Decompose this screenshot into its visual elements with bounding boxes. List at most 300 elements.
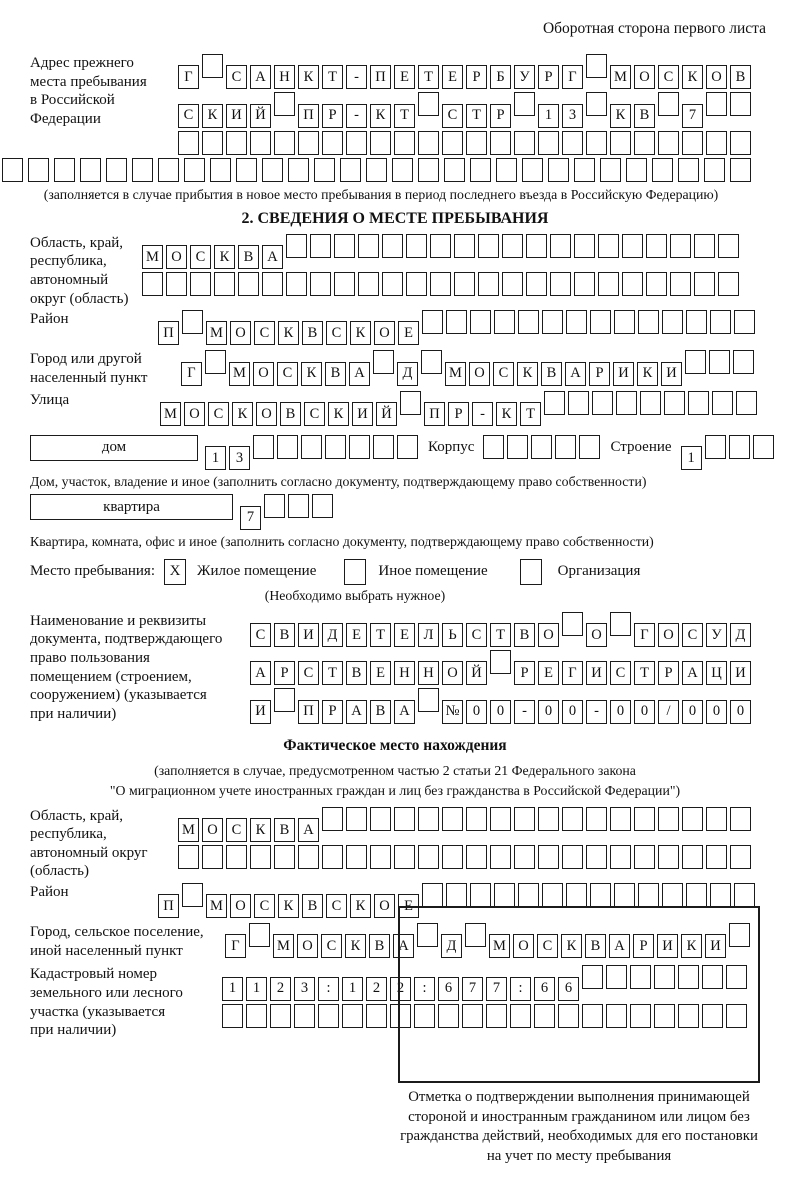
char-box[interactable]: И [730,661,751,685]
char-box[interactable]: Т [322,661,343,685]
char-box[interactable] [358,272,379,296]
char-box[interactable] [370,807,391,831]
char-box[interactable]: Г [225,934,246,958]
char-box[interactable] [184,158,205,182]
char-box[interactable] [514,131,535,155]
char-box[interactable]: 2 [390,977,411,1001]
char-box[interactable]: - [472,402,493,426]
char-box[interactable]: Г [178,65,199,89]
char-box[interactable]: 6 [438,977,459,1001]
char-box[interactable]: У [706,623,727,647]
char-box[interactable] [646,272,667,296]
char-box[interactable]: 6 [534,977,555,1001]
char-box[interactable]: - [346,65,367,89]
char-box[interactable] [226,131,247,155]
char-box[interactable] [442,845,463,869]
char-box[interactable] [158,158,179,182]
char-box[interactable]: 1 [205,446,226,470]
char-box[interactable] [80,158,101,182]
char-box[interactable] [106,158,127,182]
char-box[interactable]: Г [634,623,655,647]
char-box[interactable]: К [345,934,366,958]
char-box[interactable]: Р [589,362,610,386]
char-box[interactable]: П [158,894,179,918]
char-box[interactable] [288,158,309,182]
char-box[interactable] [718,272,739,296]
char-box[interactable] [734,883,755,907]
char-box[interactable]: : [510,977,531,1001]
char-box[interactable] [310,272,331,296]
char-box[interactable]: 7 [682,104,703,128]
char-box[interactable]: Д [441,934,462,958]
char-box[interactable] [548,158,569,182]
char-box[interactable] [2,158,23,182]
char-box[interactable]: В [280,402,301,426]
char-box[interactable] [678,158,699,182]
char-box[interactable] [418,688,439,712]
char-box[interactable] [544,391,565,415]
char-box[interactable]: К [301,362,322,386]
char-box[interactable]: К [682,65,703,89]
char-box[interactable] [586,54,607,78]
char-box[interactable] [753,435,774,459]
char-box[interactable] [658,845,679,869]
char-box[interactable]: Д [322,623,343,647]
char-box[interactable] [249,923,270,947]
char-box[interactable]: 0 [490,700,511,724]
char-box[interactable] [222,1004,243,1028]
char-box[interactable] [634,131,655,155]
char-box[interactable] [397,435,418,459]
char-box[interactable] [685,350,706,374]
char-box[interactable]: В [302,894,323,918]
char-box[interactable] [522,158,543,182]
char-box[interactable]: В [325,362,346,386]
char-box[interactable]: О [634,65,655,89]
char-box[interactable] [712,391,733,415]
char-box[interactable]: 1 [246,977,267,1001]
char-box[interactable] [418,845,439,869]
char-box[interactable]: К [278,894,299,918]
char-box[interactable] [454,272,475,296]
char-box[interactable] [550,234,571,258]
char-box[interactable] [490,807,511,831]
char-box[interactable] [466,845,487,869]
char-box[interactable] [646,234,667,258]
char-box[interactable]: К [214,245,235,269]
char-box[interactable]: И [613,362,634,386]
char-box[interactable]: Т [490,623,511,647]
char-box[interactable]: В [274,818,295,842]
char-box[interactable]: К [250,818,271,842]
char-box[interactable] [507,435,528,459]
char-box[interactable]: П [158,321,179,345]
char-box[interactable]: Т [322,65,343,89]
char-box[interactable] [236,158,257,182]
char-box[interactable]: О [513,934,534,958]
char-box[interactable]: 0 [682,700,703,724]
char-box[interactable]: Р [466,65,487,89]
char-box[interactable] [418,131,439,155]
char-box[interactable] [262,272,283,296]
char-box[interactable]: Е [346,623,367,647]
char-box[interactable] [277,435,298,459]
char-box[interactable]: Й [376,402,397,426]
char-box[interactable] [638,310,659,334]
char-box[interactable]: С [277,362,298,386]
char-box[interactable] [586,845,607,869]
char-box[interactable]: В [369,934,390,958]
char-box[interactable] [686,883,707,907]
char-box[interactable]: 2 [366,977,387,1001]
char-box[interactable] [526,272,547,296]
char-box[interactable] [286,234,307,258]
char-box[interactable]: С [190,245,211,269]
char-box[interactable]: К [298,65,319,89]
char-box[interactable] [334,234,355,258]
char-box[interactable]: Г [562,65,583,89]
char-box[interactable] [446,310,467,334]
char-box[interactable]: П [298,700,319,724]
char-box[interactable] [610,845,631,869]
char-box[interactable]: Т [520,402,541,426]
char-box[interactable]: С [250,623,271,647]
char-box[interactable] [734,310,755,334]
char-box[interactable]: И [352,402,373,426]
char-box[interactable]: О [230,321,251,345]
char-box[interactable] [286,272,307,296]
char-box[interactable]: С [442,104,463,128]
char-box[interactable]: 0 [466,700,487,724]
char-box[interactable]: А [609,934,630,958]
char-box[interactable]: В [274,623,295,647]
char-box[interactable]: А [250,65,271,89]
char-box[interactable]: М [229,362,250,386]
char-box[interactable] [322,131,343,155]
char-box[interactable]: 2 [270,977,291,1001]
char-box[interactable]: И [661,362,682,386]
char-box[interactable] [616,391,637,415]
char-box[interactable]: В [514,623,535,647]
char-box[interactable]: С [321,934,342,958]
char-box[interactable]: А [346,700,367,724]
char-box[interactable] [694,272,715,296]
char-box[interactable] [253,435,274,459]
char-box[interactable] [312,494,333,518]
char-box[interactable] [418,158,439,182]
char-box[interactable] [264,494,285,518]
confirmation-stamp-box[interactable] [398,906,760,1083]
char-box[interactable]: О [253,362,274,386]
char-box[interactable] [494,310,515,334]
char-box[interactable] [626,158,647,182]
char-box[interactable]: 7 [240,506,261,530]
char-box[interactable]: В [730,65,751,89]
char-box[interactable]: 7 [462,977,483,1001]
char-box[interactable] [514,845,535,869]
char-box[interactable]: О [469,362,490,386]
char-box[interactable]: С [178,104,199,128]
char-box[interactable] [288,494,309,518]
char-box[interactable]: С [254,321,275,345]
char-box[interactable] [686,310,707,334]
char-box[interactable]: Е [398,894,419,918]
char-box[interactable] [373,350,394,374]
char-box[interactable]: О [538,623,559,647]
char-box[interactable]: А [262,245,283,269]
char-box[interactable]: С [493,362,514,386]
char-box[interactable] [586,92,607,116]
char-box[interactable]: С [326,894,347,918]
char-box[interactable]: : [318,977,339,1001]
char-box[interactable] [210,158,231,182]
char-box[interactable] [298,131,319,155]
char-box[interactable]: А [250,661,271,685]
char-box[interactable]: К [496,402,517,426]
char-box[interactable] [270,1004,291,1028]
char-box[interactable]: Е [442,65,463,89]
char-box[interactable]: Й [250,104,271,128]
char-box[interactable] [706,807,727,831]
char-box[interactable] [574,272,595,296]
char-box[interactable] [478,272,499,296]
char-box[interactable] [392,158,413,182]
char-box[interactable]: Л [418,623,439,647]
checkbox-organizatsiya[interactable] [520,559,542,585]
char-box[interactable]: И [586,661,607,685]
char-box[interactable]: Д [730,623,751,647]
char-box[interactable]: О [706,65,727,89]
char-box[interactable]: К [278,321,299,345]
char-box[interactable] [490,131,511,155]
char-box[interactable] [430,272,451,296]
char-box[interactable]: Р [274,661,295,685]
char-box[interactable]: С [326,321,347,345]
char-box[interactable] [340,158,361,182]
char-box[interactable] [178,845,199,869]
checkbox-inoe[interactable] [344,559,366,585]
char-box[interactable]: К [637,362,658,386]
char-box[interactable]: М [206,894,227,918]
char-box[interactable]: Р [322,104,343,128]
char-box[interactable] [730,807,751,831]
char-box[interactable]: С [658,65,679,89]
char-box[interactable] [730,131,751,155]
char-box[interactable] [730,845,751,869]
kvartira-box[interactable]: квартира [30,494,233,520]
char-box[interactable]: К [350,894,371,918]
char-box[interactable] [705,435,726,459]
char-box[interactable]: П [298,104,319,128]
char-box[interactable]: С [610,661,631,685]
char-box[interactable] [470,310,491,334]
char-box[interactable] [370,131,391,155]
char-box[interactable] [730,158,751,182]
char-box[interactable] [349,435,370,459]
char-box[interactable] [710,310,731,334]
char-box[interactable]: О [230,894,251,918]
char-box[interactable] [182,310,203,334]
char-box[interactable]: 1 [681,446,702,470]
char-box[interactable] [202,54,223,78]
char-box[interactable] [682,131,703,155]
char-box[interactable]: Г [562,661,583,685]
char-box[interactable] [394,807,415,831]
char-box[interactable]: Н [394,661,415,685]
char-box[interactable] [658,131,679,155]
char-box[interactable] [342,1004,363,1028]
char-box[interactable]: А [682,661,703,685]
char-box[interactable]: 0 [706,700,727,724]
char-box[interactable] [526,234,547,258]
char-box[interactable]: 6 [558,977,579,1001]
char-box[interactable] [610,612,631,636]
char-box[interactable] [514,807,535,831]
char-box[interactable]: К [328,402,349,426]
char-box[interactable] [718,234,739,258]
char-box[interactable]: М [610,65,631,89]
char-box[interactable] [202,131,223,155]
char-box[interactable] [400,391,421,415]
char-box[interactable] [494,883,515,907]
char-box[interactable]: Е [538,661,559,685]
char-box[interactable]: Н [418,661,439,685]
char-box[interactable] [318,1004,339,1028]
char-box[interactable] [598,234,619,258]
char-box[interactable]: - [586,700,607,724]
char-box[interactable]: Р [514,661,535,685]
char-box[interactable] [382,234,403,258]
char-box[interactable]: Р [538,65,559,89]
char-box[interactable]: К [561,934,582,958]
char-box[interactable]: О [442,661,463,685]
char-box[interactable] [542,883,563,907]
char-box[interactable]: Т [466,104,487,128]
char-box[interactable] [54,158,75,182]
char-box[interactable] [600,158,621,182]
char-box[interactable]: К [681,934,702,958]
char-box[interactable] [490,650,511,674]
char-box[interactable] [652,158,673,182]
char-box[interactable] [733,350,754,374]
char-box[interactable]: 7 [486,977,507,1001]
char-box[interactable]: Р [633,934,654,958]
dom-box[interactable]: дом [30,435,198,461]
char-box[interactable] [706,845,727,869]
char-box[interactable]: И [298,623,319,647]
char-box[interactable]: Б [490,65,511,89]
char-box[interactable] [610,807,631,831]
char-box[interactable] [442,131,463,155]
char-box[interactable] [358,234,379,258]
char-box[interactable] [421,350,442,374]
char-box[interactable] [483,435,504,459]
char-box[interactable] [502,272,523,296]
char-box[interactable] [346,131,367,155]
char-box[interactable] [274,131,295,155]
char-box[interactable]: С [298,661,319,685]
char-box[interactable]: П [424,402,445,426]
char-box[interactable] [274,688,295,712]
char-box[interactable]: № [442,700,463,724]
char-box[interactable] [346,807,367,831]
char-box[interactable]: И [705,934,726,958]
char-box[interactable] [538,845,559,869]
char-box[interactable] [614,310,635,334]
char-box[interactable] [298,845,319,869]
char-box[interactable]: Д [397,362,418,386]
char-box[interactable]: Т [394,104,415,128]
char-box[interactable] [190,272,211,296]
char-box[interactable] [444,158,465,182]
char-box[interactable]: С [208,402,229,426]
char-box[interactable]: М [160,402,181,426]
char-box[interactable] [178,131,199,155]
char-box[interactable]: К [610,104,631,128]
char-box[interactable] [638,883,659,907]
char-box[interactable]: / [658,700,679,724]
checkbox-zhiloe[interactable]: X [164,559,186,585]
char-box[interactable] [442,807,463,831]
char-box[interactable] [334,272,355,296]
char-box[interactable] [322,807,343,831]
char-box[interactable]: Р [322,700,343,724]
char-box[interactable] [226,845,247,869]
char-box[interactable]: М [445,362,466,386]
char-box[interactable] [634,807,655,831]
char-box[interactable]: О [202,818,223,842]
char-box[interactable] [478,234,499,258]
char-box[interactable]: И [250,700,271,724]
char-box[interactable] [205,350,226,374]
char-box[interactable]: С [304,402,325,426]
char-box[interactable] [250,845,271,869]
char-box[interactable] [538,131,559,155]
char-box[interactable] [566,883,587,907]
char-box[interactable]: М [273,934,294,958]
char-box[interactable]: О [297,934,318,958]
char-box[interactable] [446,883,467,907]
char-box[interactable] [586,131,607,155]
char-box[interactable]: В [238,245,259,269]
char-box[interactable] [325,435,346,459]
char-box[interactable] [418,807,439,831]
char-box[interactable] [658,92,679,116]
char-box[interactable]: Т [634,661,655,685]
char-box[interactable] [590,883,611,907]
char-box[interactable] [670,272,691,296]
char-box[interactable] [682,807,703,831]
char-box[interactable] [730,92,751,116]
char-box[interactable]: И [226,104,247,128]
char-box[interactable]: В [585,934,606,958]
char-box[interactable] [682,845,703,869]
char-box[interactable]: К [202,104,223,128]
char-box[interactable] [466,131,487,155]
char-box[interactable] [579,435,600,459]
char-box[interactable]: Й [466,661,487,685]
char-box[interactable] [586,807,607,831]
char-box[interactable] [531,435,552,459]
char-box[interactable] [406,234,427,258]
char-box[interactable]: Т [370,623,391,647]
char-box[interactable]: А [565,362,586,386]
char-box[interactable] [422,883,443,907]
char-box[interactable]: Р [448,402,469,426]
char-box[interactable] [574,234,595,258]
char-box[interactable] [274,92,295,116]
char-box[interactable] [704,158,725,182]
